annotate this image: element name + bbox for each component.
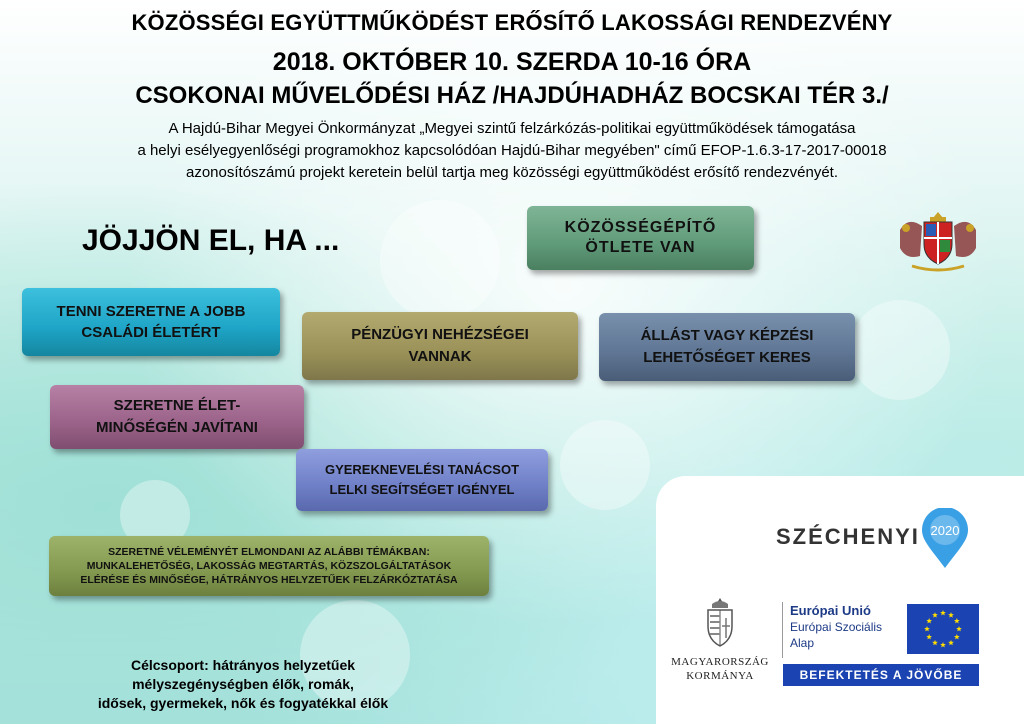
government-name-line: KORMÁNYA <box>686 670 754 682</box>
banner-financial <box>302 312 578 380</box>
banner-job-training <box>599 313 855 381</box>
slogan-bar: BEFEKTETÉS A JÖVŐBE <box>783 664 979 686</box>
szechenyi-logo-text: SZÉCHENYI <box>776 524 920 549</box>
logo-divider <box>782 602 783 658</box>
banner-line: GYEREKNEVELÉSI TANÁCSOT <box>324 462 520 477</box>
banner-parenting <box>296 449 548 511</box>
banner-line: ÖTLETE VAN <box>585 239 696 256</box>
banner-line: CSALÁDI ÉLETÉRT <box>81 324 221 341</box>
eu-fund-line: Európai Szociális <box>790 620 883 634</box>
event-venue: CSOKONAI MŰVELŐDÉSI HÁZ /HAJDÚHADHÁZ BOCSKAI TÉR 3./ <box>135 82 889 109</box>
eu-flag-icon <box>907 604 979 654</box>
banner-line: MUNKALEHETŐSÉG, LAKOSSÁG MEGTARTÁS, KÖZSZOLGÁLTATÁSOK <box>86 560 452 572</box>
banner-line: VANNAK <box>408 348 472 365</box>
banner-quality-of-life <box>50 385 304 449</box>
intro-text <box>20 118 1004 184</box>
target-group-line: Célcsoport: hátrányos helyzetűek <box>130 657 356 673</box>
intro-line: a helyi esélyegyenlőségi programokhoz kapcsolódóan Hajdú-Bihar megyében" című EFOP-1.6.3-17-2017-00018 <box>137 142 887 159</box>
intro-line: azonosítószámú projekt keretein belül tartja meg közösségi együttműködést erősítő rendezvényét. <box>185 164 839 181</box>
eu-title: Európai Unió <box>790 603 871 618</box>
banner-line: ELÉRÉSE ÉS MINŐSÉGE, HÁTRÁNYOS HELYZETŰEK FELZÁRKÓZTATÁSA <box>80 574 458 586</box>
coat-of-arms-icon <box>892 208 984 272</box>
szechenyi-year: 2020 <box>930 523 960 538</box>
banner-line: SZERETNÉ VÉLEMÉNYÉT ELMONDANI AZ ALÁBBI TÉMÁKBAN: <box>108 546 430 558</box>
banner-line: LEHETŐSÉGET KERES <box>643 349 811 366</box>
banner-community-idea <box>527 206 754 270</box>
banner-line: LELKI SEGÍTSÉGET IGÉNYEL <box>329 482 515 497</box>
bokeh-decoration <box>850 300 950 400</box>
target-group-line: mélyszegénységben élők, romák, <box>132 676 354 692</box>
target-group-line: idősek, gyermekek, nők és fogyatékkal élők <box>97 695 389 711</box>
banner-line: MINŐSÉGÉN JAVÍTANI <box>96 419 258 436</box>
eu-fund-text <box>790 603 882 651</box>
target-group <box>78 656 408 713</box>
government-name-line: MAGYARORSZÁG <box>671 656 769 668</box>
banner-line: ÁLLÁST VAGY KÉPZÉSI <box>640 327 814 344</box>
banner-opinion-topics <box>49 536 489 596</box>
banner-line: TENNI SZERETNE A JOBB <box>56 303 246 320</box>
event-date: 2018. OKTÓBER 10. SZERDA 10-16 ÓRA <box>272 48 752 76</box>
hungarian-crest-icon <box>700 596 740 650</box>
bokeh-decoration <box>560 420 650 510</box>
banner-line: PÉNZÜGYI NEHÉZSÉGEI <box>351 326 529 343</box>
hungarian-government-logo <box>670 596 770 683</box>
banner-line: SZERETNE ÉLET- <box>113 397 241 414</box>
eu-fund-line: Alap <box>790 636 815 650</box>
bokeh-decoration <box>380 200 500 320</box>
banner-line: KÖZÖSSÉGÉPÍTŐ <box>564 219 717 236</box>
headline: JÖJJÖN EL, HA ... <box>82 224 340 257</box>
szechenyi-pin-icon <box>920 508 970 570</box>
event-title: KÖZÖSSÉGI EGYÜTTMŰKÖDÉST ERŐSÍTŐ LAKOSSÁGI RENDEZVÉNY <box>131 10 893 35</box>
intro-line: A Hajdú-Bihar Megyei Önkormányzat „Megyei szintű felzárkózás-politikai együttműködések támogatása <box>168 120 856 137</box>
banner-family-life <box>22 288 280 356</box>
